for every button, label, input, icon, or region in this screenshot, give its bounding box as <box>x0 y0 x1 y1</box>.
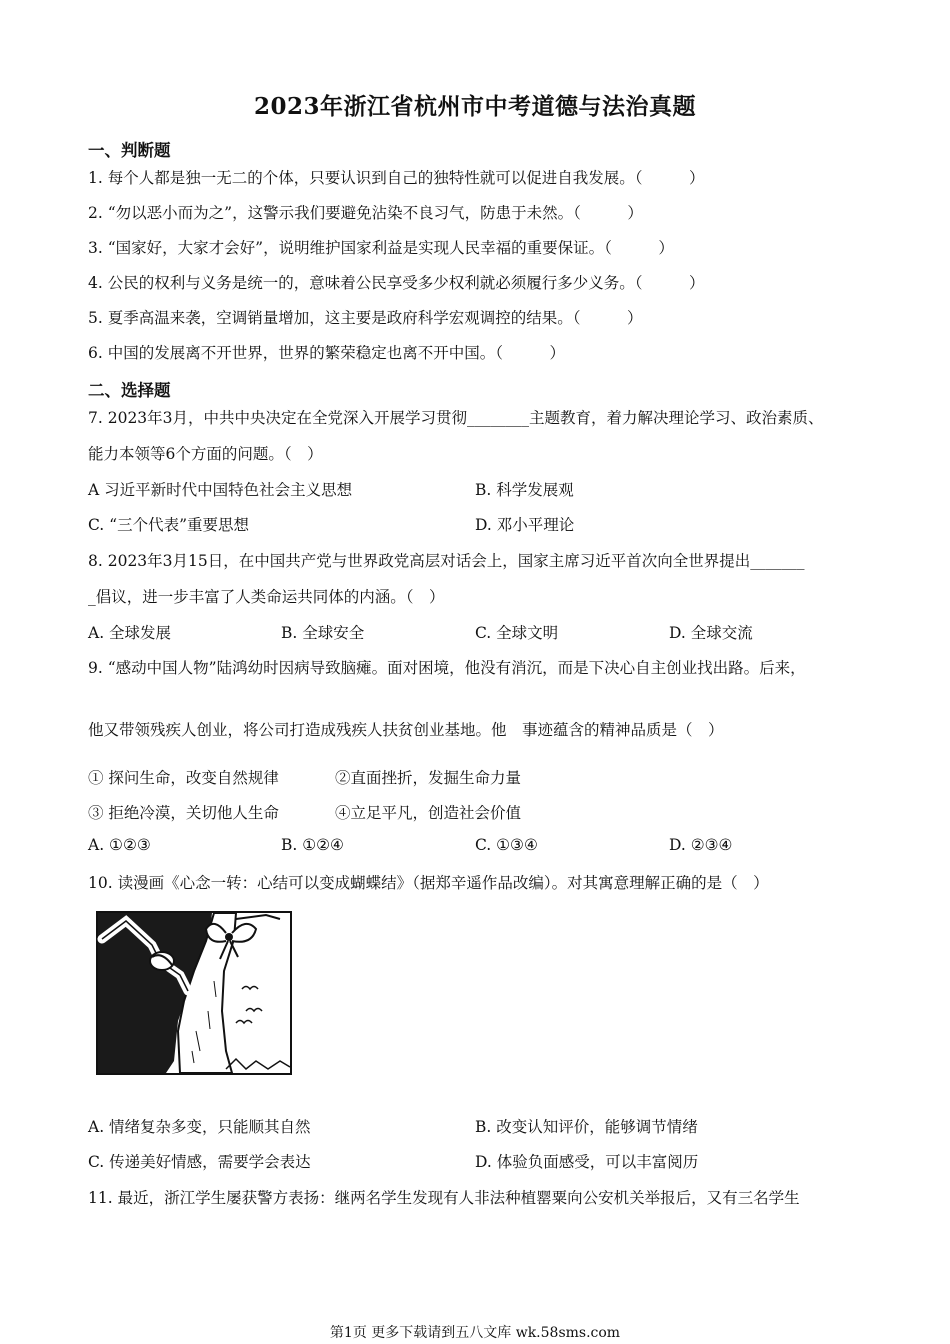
question-9-option-a: A. ①②③ <box>88 836 151 854</box>
page-footer: 第1页 更多下载请到五八文库 wk.58sms.com <box>329 1325 621 1341</box>
question-8-option-a: A. 全球发展 <box>88 624 172 642</box>
question-8-line-2: _倡议，进一步丰富了人类命运共同体的内涵。（ ） <box>88 588 445 606</box>
question-7-option-c: C. “三个代表”重要思想 <box>88 516 250 534</box>
judgment-item-1: 1. 每个人都是独一无二的个体，只要认识到自己的独特性就可以促进自我发展。（ ） <box>88 169 705 187</box>
question-10-option-d: D. 体验负面感受，可以丰富阅历 <box>475 1153 699 1171</box>
question-9-statement-2: ②直面挫折，发掘生命力量 <box>335 769 522 787</box>
question-9-option-c: C. ①③④ <box>475 836 538 854</box>
question-10-option-b: B. 改变认知评价，能够调节情绪 <box>475 1118 698 1136</box>
section-heading-choice: 二、选择题 <box>88 381 171 400</box>
question-9-statement-3: ③ 拒绝冷漠，关切他人生命 <box>88 804 279 822</box>
question-7-line-1: 7. 2023年3月，中共中央决定在全党深入开展学习贯彻________主题教育，着力解决理论学习、政治素质、 <box>88 409 824 427</box>
question-7-line-2: 能力本领等6个方面的问题。（ ） <box>88 445 323 463</box>
question-8-option-c: C. 全球文明 <box>475 624 559 642</box>
judgment-item-4: 4. 公民的权利与义务是统一的，意味着公民享受多少权利就必须履行多少义务。（ ） <box>88 274 705 292</box>
judgment-item-5: 5. 夏季高温来袭，空调销量增加，这主要是政府科学宏观调控的结果。（ ） <box>88 309 643 327</box>
question-9-statement-1: ① 探问生命，改变自然规律 <box>88 769 279 787</box>
question-10-option-a: A. 情绪复杂多变，只能顺其自然 <box>88 1118 311 1136</box>
question-11-line-1: 11. 最近，浙江学生屡获警方表扬：继两名学生发现有人非法种植罂粟向公安机关举报后，又有三名学生 <box>88 1189 800 1207</box>
question-9-statement-4: ④立足平凡，创造社会价值 <box>335 804 522 822</box>
question-9-line-2: 他又带领残疾人创业，将公司打造成残疾人扶贫创业基地。他 事迹蕴含的精神品质是（ ） <box>88 721 724 739</box>
question-7-option-d: D. 邓小平理论 <box>475 516 575 534</box>
question-9-option-b: B. ①②④ <box>281 836 344 854</box>
judgment-item-3: 3. “国家好，大家才会好”，说明维护国家利益是实现人民幸福的重要保证。（ ） <box>88 239 674 257</box>
question-8-line-1: 8. 2023年3月15日，在中国共产党与世界政党高层对话会上，国家主席习近平首次向全世界提出_______ <box>88 552 805 570</box>
judgment-item-6: 6. 中国的发展离不开世界，世界的繁荣稳定也离不开中国。（ ） <box>88 344 565 362</box>
question-9-option-d: D. ②③④ <box>669 836 733 854</box>
cartoon-illustration <box>96 911 292 1075</box>
question-7-option-b: B. 科学发展观 <box>475 481 574 499</box>
question-8-option-b: B. 全球安全 <box>281 624 365 642</box>
question-8-option-d: D. 全球交流 <box>669 624 753 642</box>
page-title: 2023年浙江省杭州市中考道德与法治真题 <box>253 93 696 120</box>
question-7-option-a: A 习近平新时代中国特色社会主义思想 <box>88 481 353 499</box>
judgment-item-2: 2. “勿以恶小而为之”，这警示我们要避免沾染不良习气，防患于未然。（ ） <box>88 204 643 222</box>
section-heading-judgment: 一、判断题 <box>88 141 171 160</box>
question-10-line-1: 10. 读漫画《心念一转：心结可以变成蝴蝶结》（据郑辛遥作品改编）。对其寓意理解正确的是（ ） <box>88 874 769 892</box>
question-9-line-1: 9. “感动中国人物”陆鸿幼时因病导致脑瘫。面对困境，他没有消沉，而是下决心自主创业找出路。后来， <box>88 659 806 677</box>
question-10-option-c: C. 传递美好情感，需要学会表达 <box>88 1153 311 1171</box>
